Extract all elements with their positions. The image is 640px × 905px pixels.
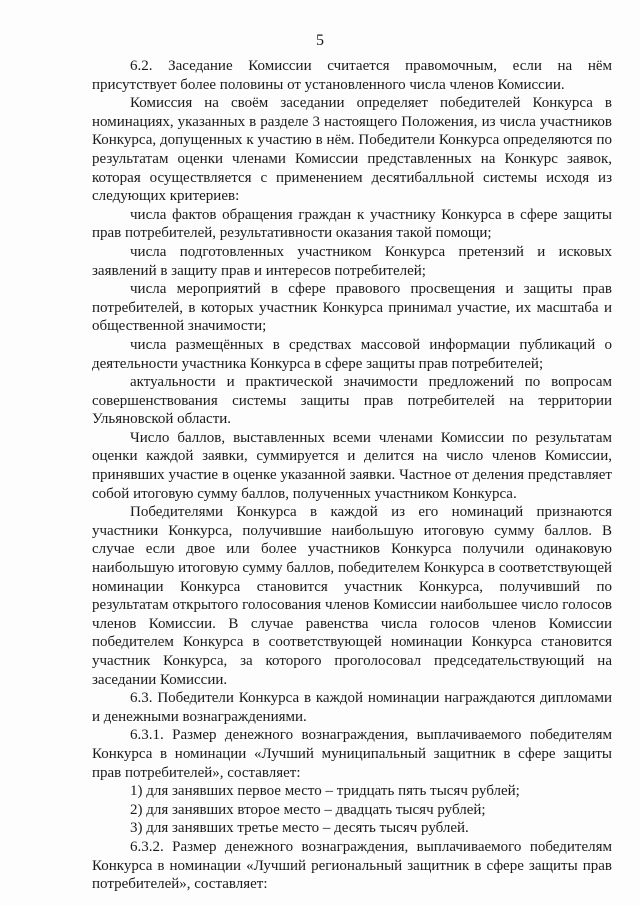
criterion-consumer-requests: числа фактов обращения граждан к участнику Конкурса в сфере защиты прав потребителей, результативности оказания такой помощи; (92, 206, 612, 242)
criterion-proposals-relevance: актуальности и практической значимости предложений по вопросам совершенствования системы защиты прав потребителей на территории Ульяновской области. (92, 374, 612, 428)
criterion-media-publications: числа размещённых в средствах массовой информации публикаций о деятельности участника Конкурса в сфере защиты прав потребителей; (92, 336, 612, 372)
criterion-claims-prepared: числа подготовленных участником Конкурса претензий и исковых заявлений в защиту прав и интересов потребителей; (92, 243, 612, 279)
criterion-education-events: числа мероприятий в сфере правового просвещения и защиты прав потребителей, в которых участник Конкурса принимал участие, их масштаба и общественной значимости; (92, 281, 612, 335)
paragraph-awards: 6.3. Победители Конкурса в каждой номинации награждаются дипломами и денежными вознаграждениями. (92, 690, 612, 725)
page-number: 5 (316, 32, 324, 49)
paragraph-regional-prize: 6.3.2. Размер денежного вознаграждения, выплачиваемого победителям Конкурса в номинации «Лучший региональный защитник в сфере защиты прав потребителей», составляет: (92, 838, 612, 893)
list-item-first-place: 1) для занявших первое место – тридцать пять тысяч рублей; (130, 783, 520, 800)
paragraph-quorum: 6.2. Заседание Комиссии считается правомочным, если на нём присутствует более половины от установленного числа членов Комиссии. (92, 58, 612, 93)
paragraph-tie-break: Победителями Конкурса в каждой из его номинаций признаются участники Конкурса, получившие наибольшую итоговую сумму баллов. В случае если двое или более участников Конкурса получили одинаковую наибольшую итоговую сумму баллов, победителем Конкурса в соответствующей номинации Конкурса становится участник Конкурса, получивший по результатам открытого голосования членов Комиссии наибольшее число голосов членов Комиссии. В случае равенства числа голосов членов Комиссии победителем Конкурса в соответствующей номинации Конкурса становится участник Конкурса, за которого проголосовал председательствующий на заседании Комиссии. (92, 504, 612, 688)
paragraph-score-calculation: Число баллов, выставленных всеми членами Комиссии по результатам оценки каждой заявки, суммируется и делится на число членов Комиссии, принявших участие в оценке указанной заявки. Частное от деления представляет собой итоговую сумму баллов, полученных участником Конкурса. (92, 429, 612, 502)
paragraph-municipal-prize: 6.3.1. Размер денежного вознаграждения, выплачиваемого победителям Конкурса в номинации «Лучший муниципальный защитник в сфере защиты прав потребителей», составляет: (92, 727, 612, 781)
document-body (92, 57, 612, 894)
list-item-second-place: 2) для занявших второе место – двадцать тысяч рублей; (130, 801, 486, 818)
list-item-third-place: 3) для занявших третье место – десять тысяч рублей. (130, 820, 469, 837)
paragraph-winner-determination: Комиссия на своём заседании определяет победителей Конкурса в номинациях, указанных в разделе 3 настоящего Положения, из числа участников Конкурса, допущенных к участию в нём. Победители Конкурса определяются по результатам оценки членами Комиссии представленных на Конкурс заявок, которая осуществляется с применением десятибалльной системы исходя из следующих критериев: (92, 95, 612, 205)
